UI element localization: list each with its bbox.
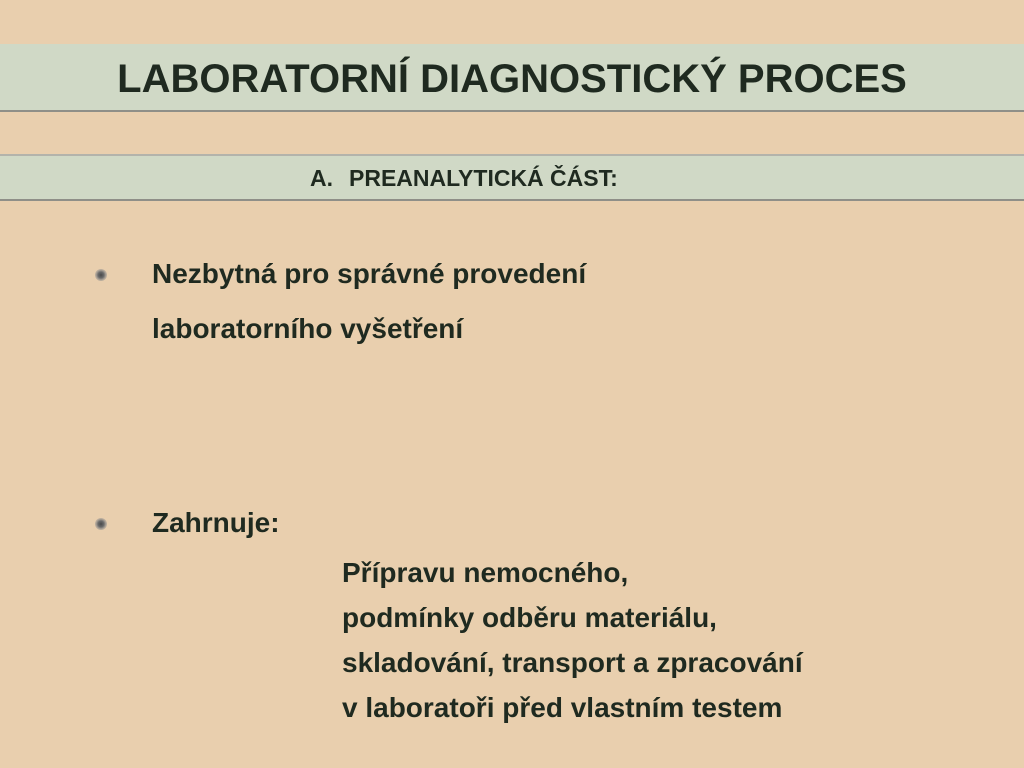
bullet-2-sub-line-1: Přípravu nemocného, — [342, 557, 629, 588]
section-title: PREANALYTICKÁ ČÁST: — [349, 165, 618, 191]
section-heading — [310, 165, 618, 192]
bullet-dot-icon — [95, 518, 107, 530]
subtitle-band — [0, 154, 1024, 201]
slide-title: LABORATORNÍ DIAGNOSTICKÝ PROCES — [117, 56, 907, 101]
bullet-2-sub-line-4: v laboratoři před vlastním testem — [342, 692, 783, 723]
bullet-2-sub-line-2: podmínky odběru materiálu, — [342, 602, 717, 633]
bullet-1-line-2: laboratorního vyšetření — [152, 313, 464, 344]
section-marker: A. — [310, 165, 333, 191]
title-band — [0, 44, 1024, 112]
bullet-2-sub-line-3: skladování, transport a zpracování — [342, 647, 803, 678]
bullet-2-heading: Zahrnuje: — [152, 507, 280, 538]
bullet-dot-icon — [95, 269, 107, 281]
bullet-1-line-1: Nezbytná pro správné provedení — [152, 258, 587, 289]
